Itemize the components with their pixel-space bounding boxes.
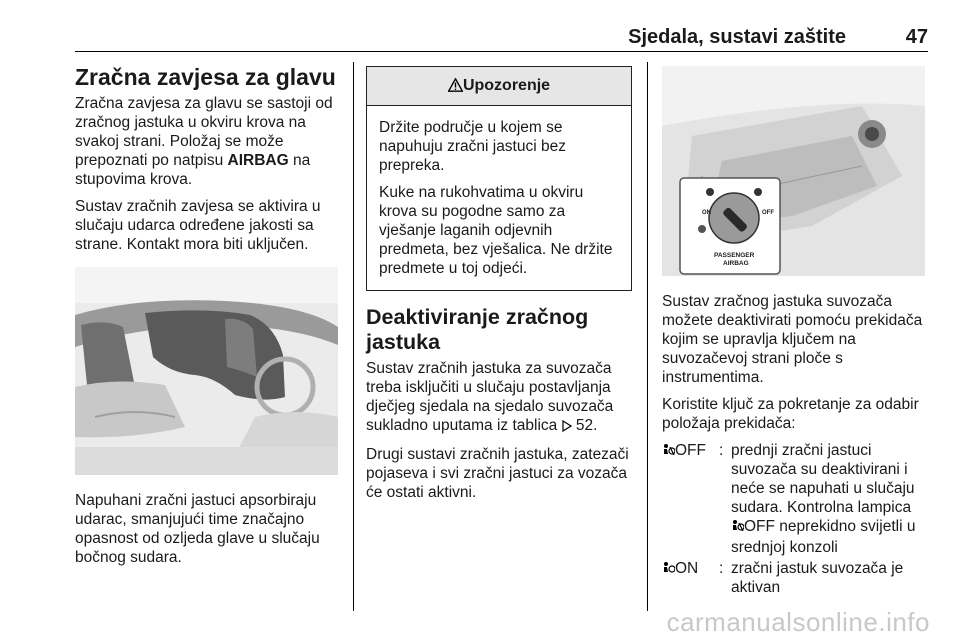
option-row-on: [662, 559, 927, 597]
option-desc-on: zračni jastuk suvozača je aktivan: [731, 560, 904, 596]
option-colon: :: [719, 442, 724, 459]
option-key-on: ON: [662, 559, 719, 597]
running-header-title: Sjedala, sustavi zaštite: [628, 26, 846, 48]
warning-triangle-icon: [448, 78, 463, 97]
option-row-off: [662, 441, 927, 557]
option-colon: :: [719, 560, 724, 577]
switch-label-airbag: AIRBAG: [723, 260, 749, 267]
paragraph-switch-description: Sustav zračnog jastuka suvozača možete deaktivirati pomoću prekidača kojim se upravlja ključem na suvozačevoj strani ploče s instrumentima.: [662, 293, 923, 386]
left-column: [75, 64, 343, 575]
figure-caption: Napuhani zračni jastuci apsorbiraju udarac, smanjujući time značajno opasnost od ozljeda glave u slučaju bočnog sudara.: [75, 492, 320, 566]
warning-text-1: Držite područje u kojem se napuhuju zračni jastuci bez prepreka.: [379, 119, 566, 174]
option-desc-off: prednji zračni jastuci suvozača su deaktivirani i neće se napuhati u slučaju sudara. Kontrolna lampica OFF neprekidno svijetli u srednjoj konzoli: [731, 442, 916, 556]
airbag-on-icon: [662, 561, 675, 580]
warning-header: [367, 67, 631, 106]
airbag-off-indicator-icon: [731, 519, 744, 538]
paragraph-other-systems: Drugi sustavi zračnih jastuka, zatezači pojaseva i svi zračni jastuci za vozača će ostati aktivni.: [366, 446, 629, 501]
switch-label-passenger: PASSENGER: [714, 252, 755, 259]
page-reference-arrow-icon[interactable]: [562, 418, 572, 437]
section-heading-deactivation: Deaktiviranje zračnog jastuka: [366, 305, 589, 354]
paragraph-curtain-activation: Sustav zračnih zavjesa se aktivira u slučaju udarca određene jakosti sa strane. Kontakt mora biti uključen.: [75, 198, 321, 253]
switch-label-on: ON: [702, 210, 711, 216]
warning-text-2: Kuke na rukohvatima u okviru krova su pogodne samo za vješanje laganih odjevnih predmeta, bez vješalica. Ne držite predmete u toj odjeći.: [379, 184, 613, 277]
right-column: [662, 66, 927, 597]
section-heading-curtain-airbag: Zračna zavjesa za glavu: [75, 64, 336, 90]
column-divider-left: [353, 62, 354, 611]
option-key-off: OFF: [662, 441, 719, 557]
airbag-switch-illustration: [662, 66, 925, 276]
switch-label-off: OFF: [762, 210, 774, 216]
column-divider-right: [647, 62, 648, 611]
warning-title: Upozorenje: [462, 77, 551, 94]
paragraph-deactivation: Sustav zračnih jastuka za suvozača treba isključiti u slučaju postavljanja dječjeg sjedala na sjedalo suvozača sukladno uputama iz tablica 52.: [366, 359, 632, 437]
airbag-label: AIRBAG: [227, 152, 289, 169]
header-rule: [75, 51, 928, 52]
paragraph-curtain-description: Zračna zavjesa za glavu se sastoji od zračnog jastuka u okviru krova na svakoj strani. Položaj se može prepoznati po natpisu AIRBAG na stupovima krova.: [75, 95, 333, 188]
middle-column: [366, 66, 632, 510]
airbag-off-icon: [662, 443, 675, 462]
curtain-airbag-illustration: [75, 267, 338, 475]
paragraph-switch-usage: Koristite ključ za pokretanje za odabir položaja prekidača:: [662, 396, 919, 432]
page-reference[interactable]: 52.: [575, 417, 598, 434]
page-number: 47: [905, 26, 928, 48]
warning-box: [366, 66, 632, 291]
watermark: carmanualsonline.info: [666, 607, 930, 637]
